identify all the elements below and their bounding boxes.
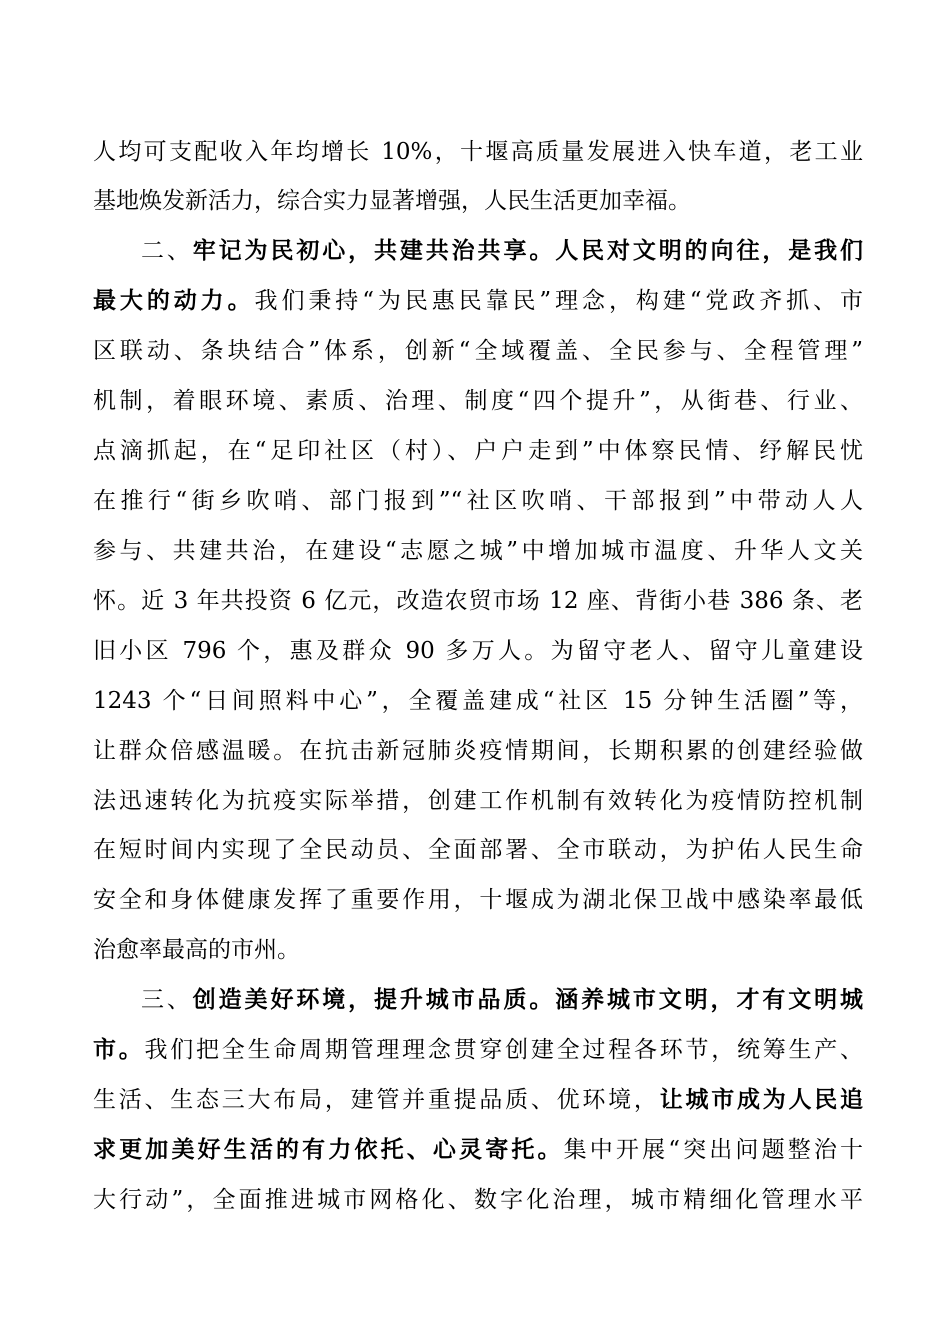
text-segment: 在推行“街乡吹哨、部门报到”“社区吹哨、干部报到”中带动人人 (93, 488, 863, 514)
text-line (93, 431, 863, 471)
text-line (93, 1130, 863, 1170)
text-segment: 安全和身体健康发挥了重要作用，十堰成为湖北保卫战中感染率最低 (93, 887, 863, 913)
text-line (93, 1030, 863, 1070)
text-segment: 治愈率最高的市州。 (93, 937, 300, 963)
text-segment: 基地焕发新活力，综合实力显著增强，人民生活更加幸福。 (93, 188, 691, 214)
section-heading-line (141, 980, 863, 1020)
text-segment: 让群众倍感温暖。在抗击新冠肺炎疫情期间，长期积累的创建经验做 (93, 738, 863, 764)
text-segment: 法迅速转化为抗疫实际举措，创建工作机制有效转化为疫情防控机制 (93, 788, 863, 814)
text-segment: 我们把全生命周期管理理念贯穿创建全过程各环节，统筹生产、 (144, 1037, 864, 1063)
bold-heading: 创造美好环境，提升城市品质。涵养城市文明，才有文明城 (192, 986, 864, 1013)
text-segment: 1243 个“日间照料中心”，全覆盖建成“社区 15 分钟生活圈”等， (93, 688, 863, 714)
text-line (93, 132, 863, 172)
text-line (93, 631, 863, 671)
text-line (93, 581, 863, 621)
text-line (93, 481, 863, 521)
text-segment: 区联动、条块结合”体系，创新“全域覆盖、全民参与、全程管理” (93, 338, 863, 364)
section-number: 三、 (141, 987, 193, 1013)
bold-heading: 牢记为民初心，共建共治共享。人民对文明的向往，是我们 (192, 237, 864, 264)
bold-phrase: 让城市成为人民追 (659, 1086, 864, 1113)
bold-heading: 市。 (93, 1036, 145, 1063)
bold-heading: 最大的动力。 (93, 287, 255, 314)
text-segment: 点滴抓起，在“足印社区（村）、户户走到”中体察民情、纾解民忧 (93, 438, 863, 464)
text-line (93, 1180, 863, 1220)
text-line (93, 781, 863, 821)
text-line (93, 681, 863, 721)
text-segment: 我们秉持“为民惠民靠民”理念，构建“党政齐抓、市 (254, 288, 863, 314)
section-heading-line (141, 231, 863, 271)
text-segment: 机制，着眼环境、素质、治理、制度“四个提升”，从街巷、行业、 (93, 388, 863, 414)
text-segment: 集中开展“突出问题整治十 (563, 1137, 864, 1163)
text-segment: 大行动”，全面推进城市网格化、数字化治理，城市精细化管理水平 (93, 1187, 863, 1213)
text-line (93, 381, 863, 421)
text-segment: 人均可支配收入年均增长 10%，十堰高质量发展进入快车道，老工业 (93, 139, 863, 165)
text-segment: 旧小区 796 个，惠及群众 90 多万人。为留守老人、留守儿童建设 (93, 638, 863, 664)
section-number: 二、 (141, 238, 193, 264)
text-line (93, 331, 863, 371)
text-line (93, 181, 863, 221)
text-segment: 在短时间内实现了全民动员、全面部署、全市联动，为护佑人民生命 (93, 837, 863, 863)
text-line (93, 531, 863, 571)
text-line (93, 1080, 863, 1120)
text-line (93, 930, 863, 970)
text-line (93, 281, 863, 321)
text-segment: 怀。近 3 年共投资 6 亿元，改造农贸市场 12 座、背街小巷 386 条、老 (93, 588, 863, 614)
text-segment: 生活、生态三大布局，建管并重提品质、优环境， (93, 1087, 660, 1113)
text-segment: 参与、共建共治，在建设“志愿之城”中增加城市温度、升华人文关 (93, 538, 863, 564)
text-line (93, 830, 863, 870)
bold-phrase: 求更加美好生活的有力依托、心灵寄托。 (93, 1136, 564, 1163)
text-line (93, 880, 863, 920)
text-line (93, 731, 863, 771)
